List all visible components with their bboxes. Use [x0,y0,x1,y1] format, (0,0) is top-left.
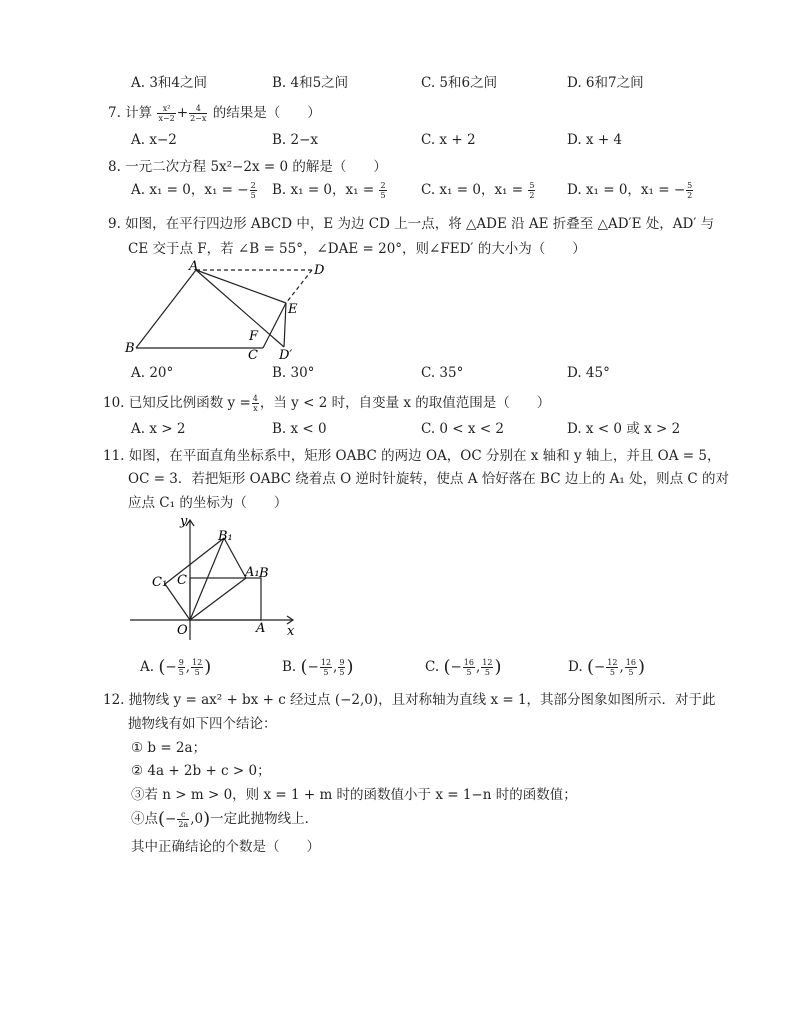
q11-b-d2: 5 [339,668,345,677]
q11-label-c1: C₁ [152,575,168,590]
q6-option-a: A. 3和4之间 [131,75,208,91]
q9-stem-line2: CE 交于点 F，若 ∠B = 55°，∠DAE = 20°，则∠FED′ 的大小为（ ） [128,241,586,257]
q11-d-frac1 [606,658,618,677]
q10-stem [103,394,550,413]
q9-label-c: C [248,348,258,363]
q11-d-frac2 [625,658,637,677]
q12-c4-num: c [177,810,189,820]
q11-label-x: x [287,624,295,639]
q7-f2-den: 2−x [190,114,207,123]
q7-stem [108,104,321,123]
q11-b-n2: 9 [339,658,345,667]
q11-a-n2: 12 [192,658,203,667]
q8-a-num: 2 [250,181,256,190]
q8-d-frac [686,181,693,200]
q11-b-n1: 12 [320,658,332,667]
q11-b-frac1 [320,658,332,677]
q11-b-frac2 [338,658,345,677]
q11-c-n2: 12 [482,658,493,667]
q11-label-b1: B₁ [218,529,233,544]
q11-d-n2: 16 [625,658,636,667]
q7-option-c: C. x + 2 [421,132,476,148]
q12-c4-zero: ,0 [190,811,204,827]
q11-c-frac1 [463,658,475,677]
q11-b-neg: − [307,659,319,675]
q7-suffix: 的结果是（ ） [212,105,321,121]
q8-c-text: C. x₁ = 0，x₁ = [421,182,528,198]
q8-c-frac [528,181,535,200]
q6-option-b: B. 4和5之间 [272,75,349,91]
q7-option-a: A. x−2 [131,132,177,148]
q11-label-y: y [180,514,188,529]
q10-pre: 10. 已知反比例函数 y = [103,395,251,411]
q10-option-a: A. x > 2 [131,421,186,437]
q11-c-n1: 16 [463,658,474,667]
q11-label-c: C [177,573,187,588]
q11-a-d2: 5 [194,668,200,677]
q11-b-letter: B. [282,659,297,675]
q7-fraction-2 [189,104,207,123]
q8-option-b [272,181,388,200]
q12-conclusion-4: ④点(− $\frac{c}{2a}$ ,0)一定此抛物线上． [131,808,319,830]
q11-label-b: B [259,566,269,581]
q7-f1-num: x² [157,104,175,114]
q11-d-neg: − [593,659,606,675]
q8-a-frac [250,181,257,200]
q10-option-d: D. x < 0 或 x > 2 [567,421,681,437]
q12-stem-line1: 12. 抛物线 y = ax² + bx + c 经过点 (−2,0)，且对称轴为直线 x = 1，其部分图象如图所示．对于此 [103,692,716,708]
q8-option-d [567,181,694,200]
q12-final-question: 其中正确结论的个数是（ ） [131,839,320,855]
q11-stem-line3: 应点 C₁ 的坐标为（ ） [128,495,288,511]
q9-option-d: D. 45° [567,365,610,381]
q10-option-b: B. x < 0 [272,421,327,437]
q11-d-d2: 5 [628,668,634,677]
q11-option-d: D. (− $\frac{12}{5}$ , $\frac{16}{5}$ ) [568,656,645,678]
q8-c-den: 2 [529,191,535,200]
q11-c-neg: − [450,659,462,675]
q8-b-frac [379,181,386,200]
q11-a-n1: 9 [178,658,184,667]
q9-option-a: A. 20° [131,365,174,381]
q9-label-dprime: D′ [279,348,293,363]
q11-c-frac2 [481,658,493,677]
q11-coordinate-figure [125,510,305,645]
q11-stem-line1: 11. 如图，在平面直角坐标系中，矩形 OABC 的两边 OA，OC 分别在 x 轴和 y 轴上，并且 OA = 5， [103,448,721,464]
q8-b-num: 2 [380,181,386,190]
q11-a-neg: − [165,659,177,675]
q9-label-e: E [288,302,298,317]
q10-post: ，当 y < 2 时，自变量 x 的取值范围是（ ） [259,395,551,411]
q11-option-a: A. (− $\frac{9}{5}$ , $\frac{12}{5}$ ) [140,656,212,678]
q11-a-letter: A. [140,659,155,675]
q12-stem-line2: 抛物线有如下四个结论： [128,716,277,732]
q12-conclusion-3: ③若 n > m > 0，则 x = 1 + m 时的函数值小于 x = 1−n 时的函数值； [131,787,577,803]
q11-a-frac1 [178,658,185,677]
q11-stem-line2: OC = 3．若把矩形 OABC 绕着点 O 逆时针旋转，使点 A 恰好落在 BC 边上的 A₁ 处，则点 C 的对 [128,471,729,487]
q9-label-b: B [125,341,135,356]
q10-fraction [252,394,259,413]
q8-stem: 8. 一元二次方程 5x²−2x = 0 的解是（ ） [108,159,387,175]
q8-b-text: B. x₁ = 0，x₁ = [272,182,379,198]
q9-label-d: D [314,263,325,278]
q7-option-d: D. x + 4 [567,132,623,148]
q11-c-d2: 5 [484,668,490,677]
q11-c-letter: C. [425,659,440,675]
q7-plus: + [176,105,189,121]
q11-label-a: A [256,621,266,636]
q7-option-b: B. 2−x [272,132,319,148]
q11-a-d1: 5 [178,668,184,677]
q7-f2-num: 4 [189,104,207,114]
q7-prefix: 7. 计算 [108,105,153,121]
q6-option-c: C. 5和6之间 [421,75,498,91]
q12-c4-den: 2a [178,820,189,829]
q8-d-text: D. x₁ = 0，x₁ = − [567,182,686,198]
q9-stem-line1: 9. 如图，在平行四边形 ABCD 中，E 为边 CD 上一点，将 △ADE 沿 AE 折叠至 △AD′E 处，AD′ 与 [108,216,715,232]
q8-b-den: 5 [380,191,386,200]
q11-d-letter: D. [568,659,583,675]
q10-den: x [253,404,258,413]
q11-d-d1: 5 [609,668,615,677]
q9-parallelogram-figure [120,260,340,365]
q12-conclusion-2: ② 4a + 2b + c > 0； [131,763,271,779]
q8-option-c [421,181,536,200]
q10-num: 4 [252,394,258,403]
q11-option-b: B. (− $\frac{12}{5}$ , $\frac{9}{5}$ ) [282,656,354,678]
q12-c4-neg: − [165,811,177,827]
q9-option-b: B. 30° [272,365,315,381]
q11-d-n1: 12 [607,658,618,667]
q8-d-den: 2 [687,191,693,200]
q9-option-c: C. 35° [421,365,464,381]
q12-c4-post: 一定此抛物线上． [210,811,319,827]
q8-option-a [131,181,258,200]
q9-label-a: A [189,260,199,274]
q11-label-a1: A₁ [245,565,260,580]
q7-fraction-1 [157,104,175,123]
q9-label-f: F [249,329,259,344]
q8-c-num: 5 [529,181,535,190]
q11-b-d1: 5 [323,668,329,677]
q12-c4-frac [177,810,189,829]
q8-a-den: 5 [250,191,256,200]
q6-option-d: D. 6和7之间 [567,75,644,91]
q12-conclusion-1: ① b = 2a； [131,740,207,756]
q8-d-num: 5 [687,181,693,190]
q12-c4-pre: ④点 [131,811,158,827]
q11-a-frac2 [191,658,203,677]
q11-c-d1: 5 [466,668,472,677]
q11-option-c: C. (− $\frac{16}{5}$ , $\frac{12}{5}$ ) [425,656,502,678]
q7-f1-den: x−2 [158,114,175,123]
q11-label-o: O [177,623,188,638]
q8-a-text: A. x₁ = 0，x₁ = − [131,182,249,198]
q10-option-c: C. 0 < x < 2 [421,421,505,437]
